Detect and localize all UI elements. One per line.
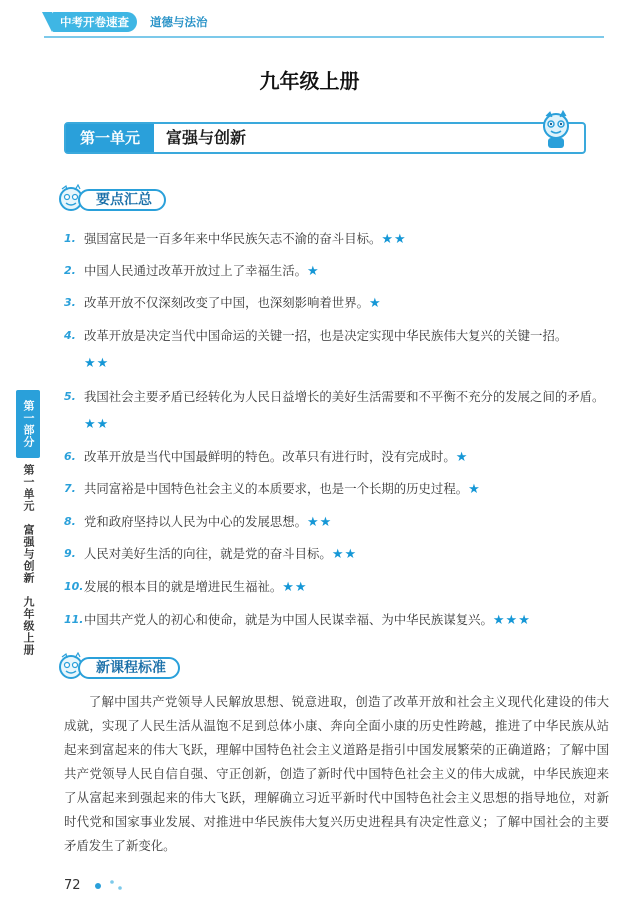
item-text: 共同富裕是中国特色社会主义的本质要求，也是一个长期的历史过程。 bbox=[84, 481, 469, 496]
list-item bbox=[64, 383, 609, 438]
item-number: 2. bbox=[64, 264, 76, 277]
item-text: 中国人民通过改革开放过上了幸福生活。 bbox=[84, 263, 308, 278]
curriculum-heading bbox=[56, 654, 196, 682]
item-number: 5. bbox=[64, 390, 76, 403]
mascot-icon bbox=[538, 110, 574, 150]
list-item bbox=[64, 257, 609, 285]
header-divider bbox=[44, 36, 604, 38]
importance-stars: ★★ bbox=[307, 515, 333, 530]
importance-stars: ★ bbox=[307, 264, 320, 279]
item-number: 7. bbox=[64, 482, 76, 495]
item-number: 9. bbox=[64, 547, 76, 560]
item-text: 中国共产党人的初心和使命，就是为中国人民谋幸福、为中华民族谋复兴。 bbox=[84, 612, 493, 627]
decorative-dots-icon bbox=[90, 874, 130, 894]
item-text: 人民对美好生活的向往，就是党的奋斗目标。 bbox=[84, 546, 332, 561]
side-running-title: 第一单元 富强与创新 九年级上册 bbox=[22, 464, 35, 656]
list-item bbox=[64, 322, 609, 377]
unit-tag: 第一单元 bbox=[66, 124, 154, 152]
item-number: 6. bbox=[64, 450, 76, 463]
list-item bbox=[64, 289, 609, 317]
list-item bbox=[64, 606, 609, 634]
item-number: 11. bbox=[64, 613, 84, 626]
list-item bbox=[64, 225, 609, 253]
unit-name: 富强与创新 bbox=[166, 128, 247, 147]
key-points-heading bbox=[56, 186, 176, 214]
item-text: 党和政府坚持以人民为中心的发展思想。 bbox=[84, 514, 308, 529]
item-number: 10. bbox=[64, 580, 84, 593]
item-text: 强国富民是一百多年来中华民族矢志不渝的奋斗目标。 bbox=[84, 231, 382, 246]
importance-stars: ★ bbox=[455, 450, 469, 465]
list-item bbox=[64, 443, 609, 471]
list-item bbox=[64, 508, 609, 536]
subject-label: 道德与法治 bbox=[150, 15, 208, 29]
importance-stars: ★★★ bbox=[492, 613, 531, 628]
page-title: 九年级上册 bbox=[259, 69, 360, 93]
item-number: 1. bbox=[64, 232, 76, 245]
importance-stars: ★★ bbox=[84, 356, 110, 371]
page-number: 72 bbox=[64, 878, 81, 893]
item-text: 改革开放是决定当代中国命运的关键一招，也是决定实现中华民族伟大复兴的关键一招。 bbox=[84, 328, 568, 343]
list-item bbox=[64, 475, 609, 503]
importance-stars: ★★ bbox=[282, 580, 308, 595]
list-item bbox=[64, 573, 609, 601]
item-number: 4. bbox=[64, 329, 76, 342]
part-tab: 第一部分 bbox=[16, 390, 40, 458]
item-text: 改革开放是当代中国最鲜明的特色。改革只有进行时，没有完成时。 bbox=[84, 449, 456, 464]
list-item bbox=[64, 540, 609, 568]
importance-stars: ★★ bbox=[381, 232, 407, 247]
series-badge: 中考开卷速查 bbox=[52, 12, 137, 32]
importance-stars: ★★ bbox=[84, 417, 110, 432]
importance-stars: ★ bbox=[468, 482, 481, 497]
curriculum-title: 新课程标准 bbox=[78, 657, 180, 679]
item-number: 8. bbox=[64, 515, 76, 528]
item-text: 改革开放不仅深刻改变了中国，也深刻影响着世界。 bbox=[84, 295, 369, 310]
importance-stars: ★★ bbox=[331, 547, 358, 562]
item-text: 我国社会主要矛盾已经转化为人民日益增长的美好生活需要和不平衡不充分的发展之间的矛盾。 bbox=[84, 389, 605, 404]
item-text: 发展的根本目的就是增进民生福祉。 bbox=[84, 579, 283, 594]
key-points-title: 要点汇总 bbox=[78, 189, 166, 211]
item-number: 3. bbox=[64, 296, 76, 309]
unit-banner bbox=[64, 122, 586, 154]
curriculum-text: 了解中国共产党领导人民解放思想、锐意进取，创造了改革开放和社会主义现代化建设的伟大成就，实现了人民生活从温饱不足到总体小康、奔向全面小康的历史性跨越，推进了中华民族从站起来到富起来的伟大飞跃，理解中国特色社会主义道路是指引中国发展繁荣的正确道路；了解中国共产党领导人民自信自强、守正创新，创造了新时代中国特色社会主义的伟大成就，中华民族迎来了从富起来到强起来的伟大飞跃，理解确立习近平新时代中国特色社会主义思想的指导地位，对新时代党和国家事业发展、对推进中华民族伟大复兴历史进程具有决定性意义；了解中国社会的主要矛盾发生了新变化。 bbox=[64, 694, 609, 853]
importance-stars: ★ bbox=[368, 296, 382, 311]
